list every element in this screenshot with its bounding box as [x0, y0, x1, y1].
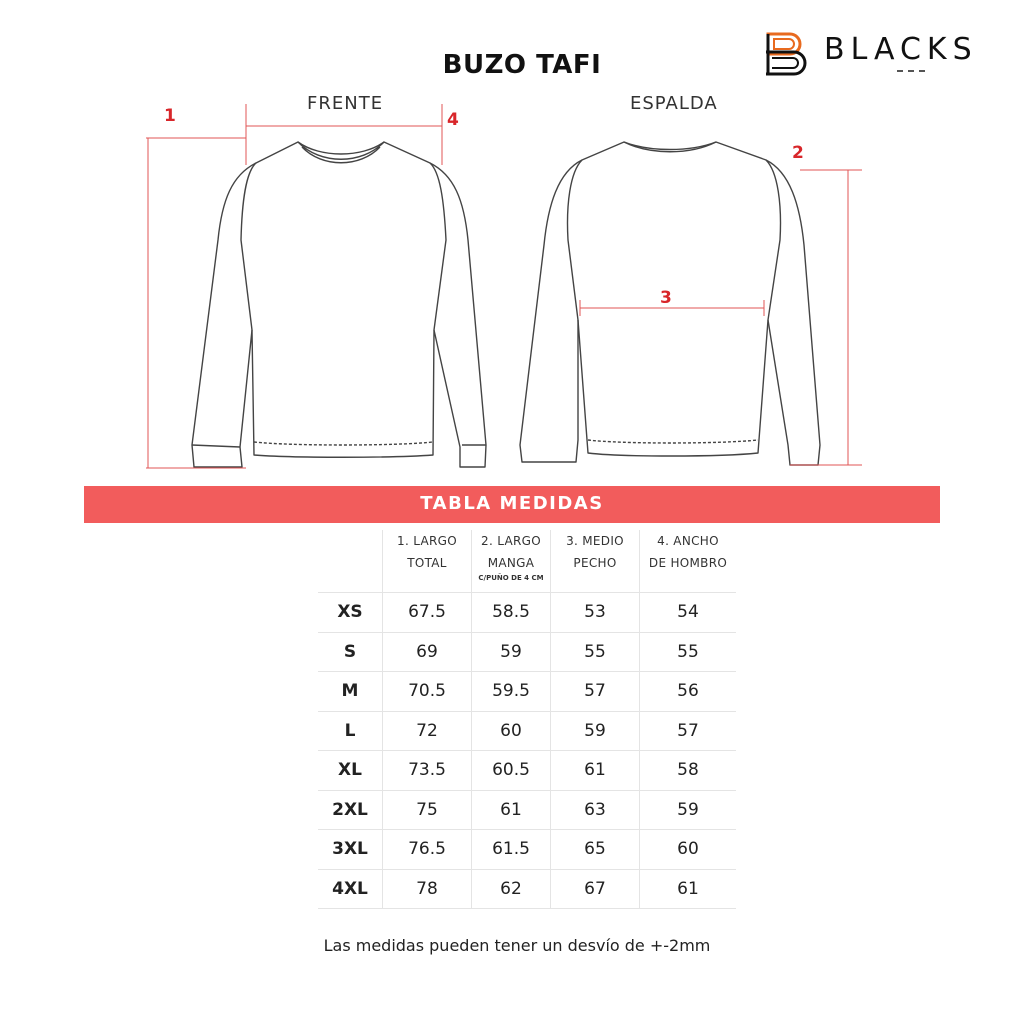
table-row [318, 672, 736, 712]
marker-1: 1 [164, 106, 176, 126]
column-header-line2: PECHO [573, 556, 617, 570]
cell-largo-total: 70.5 [383, 672, 472, 712]
column-header-line2: DE HOMBRO [648, 556, 728, 570]
size-label: 2XL [318, 790, 383, 830]
front-hem [254, 442, 433, 445]
back-sweatshirt-drawing [520, 142, 820, 465]
cell-ancho-hombro: 57 [640, 711, 737, 751]
front-left-sleeve [192, 163, 256, 467]
table-row [318, 632, 736, 672]
front-collar [298, 142, 384, 163]
size-label: L [318, 711, 383, 751]
column-header-ancho-hombro [640, 530, 737, 593]
back-collar [624, 142, 716, 152]
size-label: 3XL [318, 830, 383, 870]
table-row [318, 869, 736, 909]
cell-ancho-hombro: 60 [640, 830, 737, 870]
front-view-label: FRENTE [307, 93, 384, 114]
cell-medio-pecho: 53 [551, 593, 640, 633]
cell-largo-manga: 59 [472, 632, 551, 672]
back-hem [588, 440, 758, 443]
column-header-line1: 4. ANCHO [657, 534, 719, 548]
garment-illustration [0, 0, 1024, 480]
back-right-sleeve [766, 160, 820, 465]
table-row [318, 711, 736, 751]
cell-largo-total: 75 [383, 790, 472, 830]
cell-medio-pecho: 59 [551, 711, 640, 751]
column-header-line1: 3. MEDIO [566, 534, 624, 548]
cell-largo-total: 78 [383, 869, 472, 909]
table-row [318, 830, 736, 870]
column-header-line2: MANGA [487, 556, 535, 570]
cell-ancho-hombro: 59 [640, 790, 737, 830]
brand-name: BLACKS [824, 32, 978, 67]
cell-largo-total: 67.5 [383, 593, 472, 633]
size-label: XS [318, 593, 383, 633]
page-title: BUZO TAFI [442, 50, 602, 80]
cell-largo-manga: 61.5 [472, 830, 551, 870]
size-table-header-row [318, 530, 736, 593]
cell-largo-total: 73.5 [383, 751, 472, 791]
cell-medio-pecho: 63 [551, 790, 640, 830]
size-label: XL [318, 751, 383, 791]
size-label: S [318, 632, 383, 672]
column-header-largo-manga [472, 530, 551, 593]
cell-largo-total: 69 [383, 632, 472, 672]
measurement-disclaimer: Las medidas pueden tener un desvío de +-2mm [323, 936, 711, 955]
column-header-line1: 1. LARGO [397, 534, 457, 548]
marker-3: 3 [660, 288, 672, 308]
guide-3-chest [580, 300, 764, 316]
cell-ancho-hombro: 54 [640, 593, 737, 633]
size-label: 4XL [318, 869, 383, 909]
cell-ancho-hombro: 58 [640, 751, 737, 791]
front-body-outline [241, 142, 446, 457]
column-header-medio-pecho [551, 530, 640, 593]
cell-medio-pecho: 57 [551, 672, 640, 712]
cell-largo-manga: 59.5 [472, 672, 551, 712]
size-table [318, 530, 736, 909]
cell-ancho-hombro: 56 [640, 672, 737, 712]
front-left-cuff [192, 445, 240, 447]
size-label: M [318, 672, 383, 712]
column-header-largo-total [383, 530, 472, 593]
cell-ancho-hombro: 55 [640, 632, 737, 672]
marker-2: 2 [792, 143, 804, 163]
size-table-banner-text: TABLA MEDIDAS [420, 493, 604, 514]
back-view-label: ESPALDA [630, 93, 718, 114]
table-row [318, 790, 736, 830]
back-left-sleeve [520, 160, 582, 462]
cell-medio-pecho: 65 [551, 830, 640, 870]
size-table-banner [84, 486, 940, 523]
marker-4: 4 [447, 110, 459, 130]
front-sweatshirt-drawing [192, 142, 486, 467]
back-body-outline [568, 142, 781, 456]
front-right-sleeve [430, 163, 486, 467]
cell-ancho-hombro: 61 [640, 869, 737, 909]
guide-2-sleeve [790, 170, 862, 465]
cell-largo-total: 72 [383, 711, 472, 751]
table-row [318, 593, 736, 633]
cell-largo-manga: 60.5 [472, 751, 551, 791]
cell-medio-pecho: 67 [551, 869, 640, 909]
table-row [318, 751, 736, 791]
column-header-line1: 2. LARGO [481, 534, 541, 548]
size-table-corner-header [318, 530, 383, 593]
column-header-note: C/PUÑO DE 4 CM [478, 574, 544, 582]
cell-largo-total: 76.5 [383, 830, 472, 870]
cell-medio-pecho: 55 [551, 632, 640, 672]
guide-4-shoulder [246, 104, 442, 165]
cell-medio-pecho: 61 [551, 751, 640, 791]
cell-largo-manga: 62 [472, 869, 551, 909]
column-header-line2: TOTAL [407, 556, 447, 570]
cell-largo-manga: 58.5 [472, 593, 551, 633]
cell-largo-manga: 60 [472, 711, 551, 751]
cell-largo-manga: 61 [472, 790, 551, 830]
